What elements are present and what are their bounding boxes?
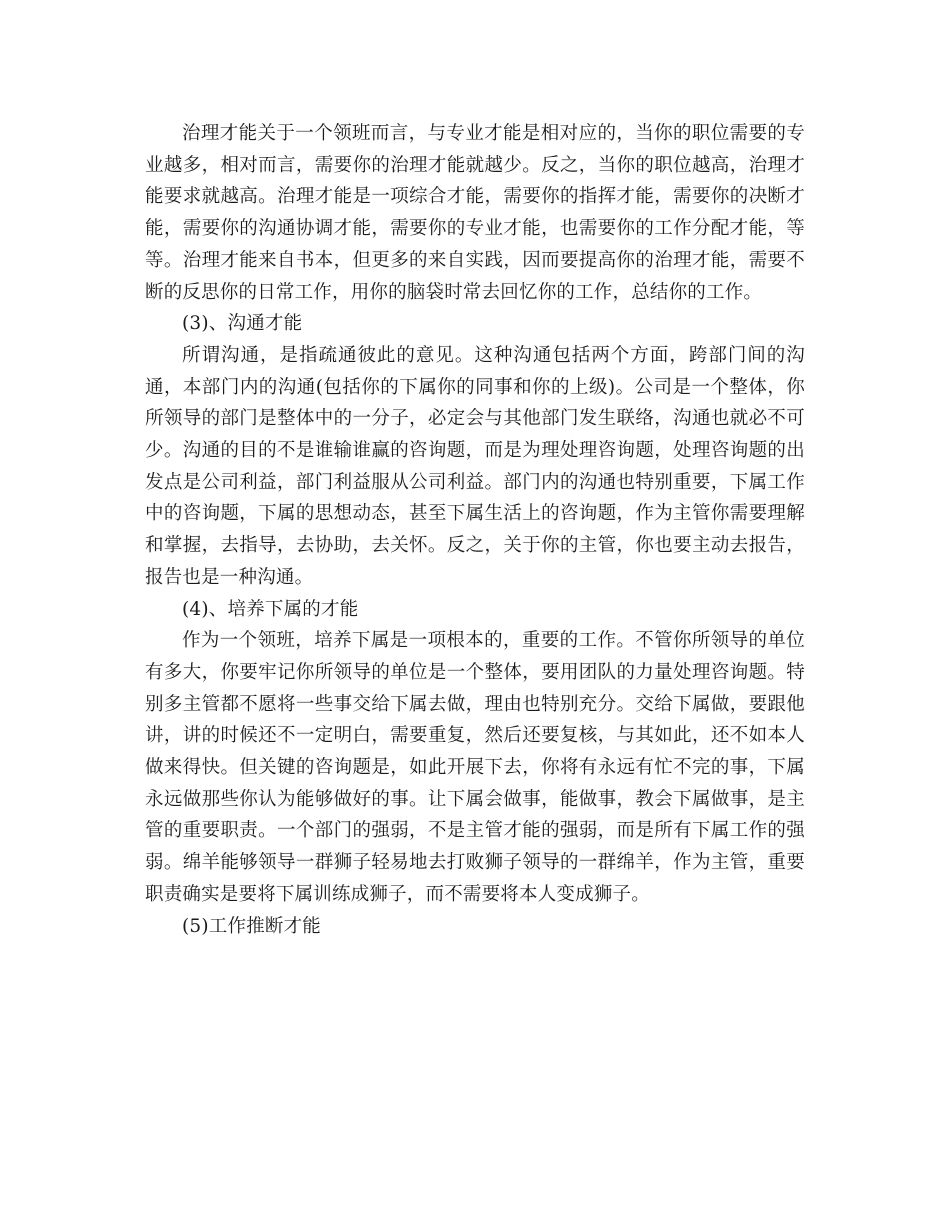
paragraph-management-ability: 治理才能关于一个领班而言，与专业才能是相对应的，当你的职位需要的专业越多，相对而言，需要你的治理才能就越少。反之，当你的职位越高，治理才能要求就越高。治理才能是一项综合才能，需要你的指挥才能，需要你的决断才能，需要你的沟通协调才能，需要你的专业才能，也需要你的工作分配才能，等等。治理才能来自书本，但更多的来自实践，因而要提高你的治理才能，需要不断的反思你的日常工作，用你的脑袋时常去回忆你的工作，总结你的工作。 <box>145 123 805 303</box>
paragraph-training-subordinates: 作为一个领班，培养下属是一项根本的，重要的工作。不管你所领导的单位有多大，你要牢记你所领导的单位是一个整体，要用团队的力量处理咨询题。特别多主管都不愿将一些事交给下属去做，理由也特别充分。交给下属做，要跟他讲，讲的时候还不一定明白，需要重复，然后还要复核，与其如此，还不如本人做来得快。但关键的咨询题是，如此开展下去，你将有永远有忙不完的事，下属永远做那些你认为能够做好的事。让下属会做事，能做事，教会下属做事，是主管的重要职责。一个部门的强弱，不是主管才能的强弱，而是所有下属工作的强弱。绵羊能够领导一群狮子轻易地去打败狮子领导的一群绵羊，作为主管，重要职责确实是要将下属训练成狮子，而不需要将本人变成狮子。 <box>145 630 805 905</box>
heading-communication-ability: (3)、沟通才能 <box>182 313 303 335</box>
heading-training-subordinates: (4)、培养下属的才能 <box>182 598 359 620</box>
document-body <box>145 118 805 942</box>
paragraph-communication: 所谓沟通，是指疏通彼此的意见。这种沟通包括两个方面，跨部门间的沟通，本部门内的沟通(包括你的下属你的同事和你的上级)。公司是一个整体，你所领导的部门是整体中的一分子，必定会与其他部门发生联络，沟通也就必不可少。沟通的目的不是谁输谁赢的咨询题，而是为理处理咨询题，处理咨询题的出发点是公司利益，部门利益服从公司利益。部门内的沟通也特别重要，下属工作中的咨询题，下属的思想动态，甚至下属生活上的咨询题，作为主管你需要理解和掌握，去指导，去协助，去关怀。反之，关于你的主管，你也要主动去报告，报告也是一种沟通。 <box>145 344 805 588</box>
heading-work-judgment: (5)工作推断才能 <box>182 915 322 937</box>
